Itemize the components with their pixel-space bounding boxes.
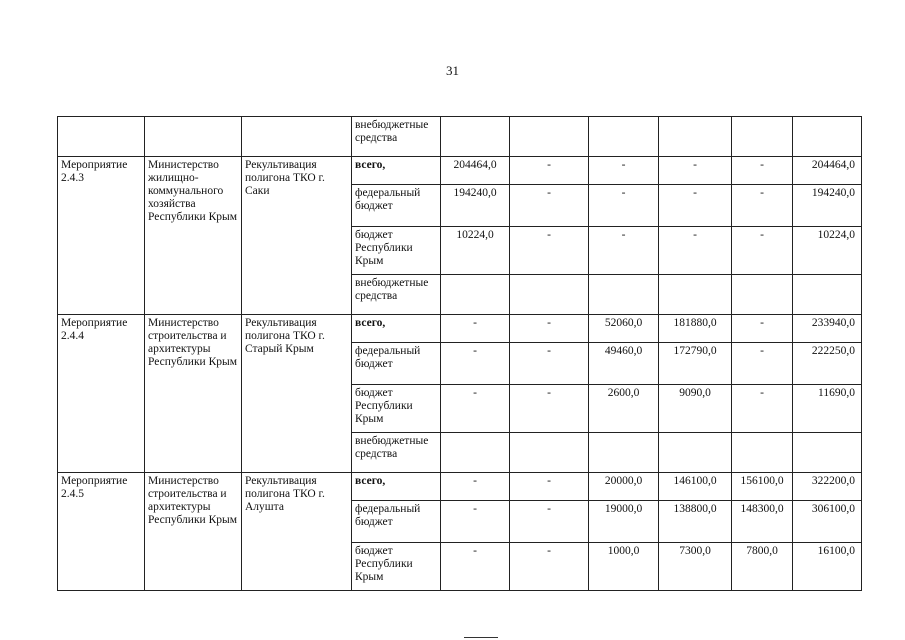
value-cell: -	[441, 315, 510, 343]
value-cell: 233940,0	[793, 315, 862, 343]
object-cell	[242, 117, 352, 157]
value-cell: -	[589, 157, 659, 185]
value-cell: 194240,0	[441, 185, 510, 227]
value-cell: -	[589, 185, 659, 227]
value-cell: -	[510, 473, 589, 501]
funding-source-cell: бюджет Республики Крым	[352, 385, 441, 433]
table-row	[58, 473, 862, 501]
value-cell: -	[732, 385, 793, 433]
value-cell: -	[510, 157, 589, 185]
value-cell: 20000,0	[589, 473, 659, 501]
value-cell: 16100,0	[793, 543, 862, 591]
funding-source-cell: федеральный бюджет	[352, 185, 441, 227]
page-number: 31	[446, 63, 459, 78]
value-cell: 52060,0	[589, 315, 659, 343]
funding-source-cell: бюджет Республики Крым	[352, 543, 441, 591]
value-cell: -	[510, 385, 589, 433]
executor-cell: Министерство жилищно-коммунального хозяйства Республики Крым	[145, 157, 242, 315]
executor-cell	[145, 117, 242, 157]
value-cell	[441, 117, 510, 157]
object-cell: Рекультивация полигона ТКО г. Алушта	[242, 473, 352, 591]
value-cell: -	[659, 157, 732, 185]
value-cell: 148300,0	[732, 501, 793, 543]
value-cell: -	[732, 185, 793, 227]
value-cell: 222250,0	[793, 343, 862, 385]
value-cell: -	[510, 343, 589, 385]
value-cell: -	[510, 227, 589, 275]
value-cell	[510, 275, 589, 315]
value-cell: -	[441, 543, 510, 591]
measure-cell	[58, 117, 145, 157]
value-cell: -	[510, 315, 589, 343]
value-cell	[793, 117, 862, 157]
funding-source-cell: внебюджетные средства	[352, 275, 441, 315]
value-cell	[793, 433, 862, 473]
value-cell: 194240,0	[793, 185, 862, 227]
value-cell	[441, 275, 510, 315]
funding-source-cell: всего,	[352, 157, 441, 185]
footer-rule	[464, 637, 498, 638]
value-cell: -	[732, 157, 793, 185]
value-cell	[441, 433, 510, 473]
value-cell	[589, 117, 659, 157]
table-row	[58, 315, 862, 343]
measure-cell: Мероприятие 2.4.3	[58, 157, 145, 315]
budget-table	[57, 116, 862, 591]
value-cell: -	[659, 185, 732, 227]
value-cell: 138800,0	[659, 501, 732, 543]
value-cell: 322200,0	[793, 473, 862, 501]
value-cell: 204464,0	[441, 157, 510, 185]
value-cell	[589, 275, 659, 315]
value-cell: 2600,0	[589, 385, 659, 433]
value-cell	[659, 275, 732, 315]
executor-cell: Министерство строительства и архитектуры Республики Крым	[145, 315, 242, 473]
value-cell	[732, 433, 793, 473]
funding-source-cell: федеральный бюджет	[352, 343, 441, 385]
object-cell: Рекультивация полигона ТКО г. Старый Крым	[242, 315, 352, 473]
funding-source-cell: внебюджетные средства	[352, 433, 441, 473]
value-cell	[589, 433, 659, 473]
value-cell: 10224,0	[793, 227, 862, 275]
value-cell: 7800,0	[732, 543, 793, 591]
value-cell	[732, 275, 793, 315]
value-cell	[659, 117, 732, 157]
value-cell: -	[659, 227, 732, 275]
value-cell: -	[441, 501, 510, 543]
value-cell	[510, 433, 589, 473]
value-cell: 11690,0	[793, 385, 862, 433]
value-cell: -	[441, 385, 510, 433]
value-cell: 156100,0	[732, 473, 793, 501]
table-row	[58, 157, 862, 185]
value-cell: 1000,0	[589, 543, 659, 591]
value-cell: -	[510, 543, 589, 591]
table-row	[58, 117, 862, 157]
funding-source-cell: всего,	[352, 315, 441, 343]
value-cell: 9090,0	[659, 385, 732, 433]
value-cell: -	[732, 227, 793, 275]
value-cell: 19000,0	[589, 501, 659, 543]
value-cell: 204464,0	[793, 157, 862, 185]
funding-source-cell: внебюджетные средства	[352, 117, 441, 157]
value-cell: -	[441, 473, 510, 501]
value-cell: -	[732, 315, 793, 343]
funding-source-cell: всего,	[352, 473, 441, 501]
value-cell: 172790,0	[659, 343, 732, 385]
value-cell: 146100,0	[659, 473, 732, 501]
value-cell: -	[510, 501, 589, 543]
value-cell: 10224,0	[441, 227, 510, 275]
value-cell: 306100,0	[793, 501, 862, 543]
value-cell	[732, 117, 793, 157]
funding-source-cell: бюджет Республики Крым	[352, 227, 441, 275]
measure-cell: Мероприятие 2.4.4	[58, 315, 145, 473]
executor-cell: Министерство строительства и архитектуры Республики Крым	[145, 473, 242, 591]
object-cell: Рекультивация полигона ТКО г. Саки	[242, 157, 352, 315]
funding-source-cell: федеральный бюджет	[352, 501, 441, 543]
value-cell	[659, 433, 732, 473]
value-cell	[793, 275, 862, 315]
value-cell	[510, 117, 589, 157]
value-cell: 49460,0	[589, 343, 659, 385]
value-cell: -	[510, 185, 589, 227]
value-cell: -	[732, 343, 793, 385]
value-cell: 7300,0	[659, 543, 732, 591]
value-cell: -	[589, 227, 659, 275]
value-cell: 181880,0	[659, 315, 732, 343]
value-cell: -	[441, 343, 510, 385]
measure-cell: Мероприятие 2.4.5	[58, 473, 145, 591]
